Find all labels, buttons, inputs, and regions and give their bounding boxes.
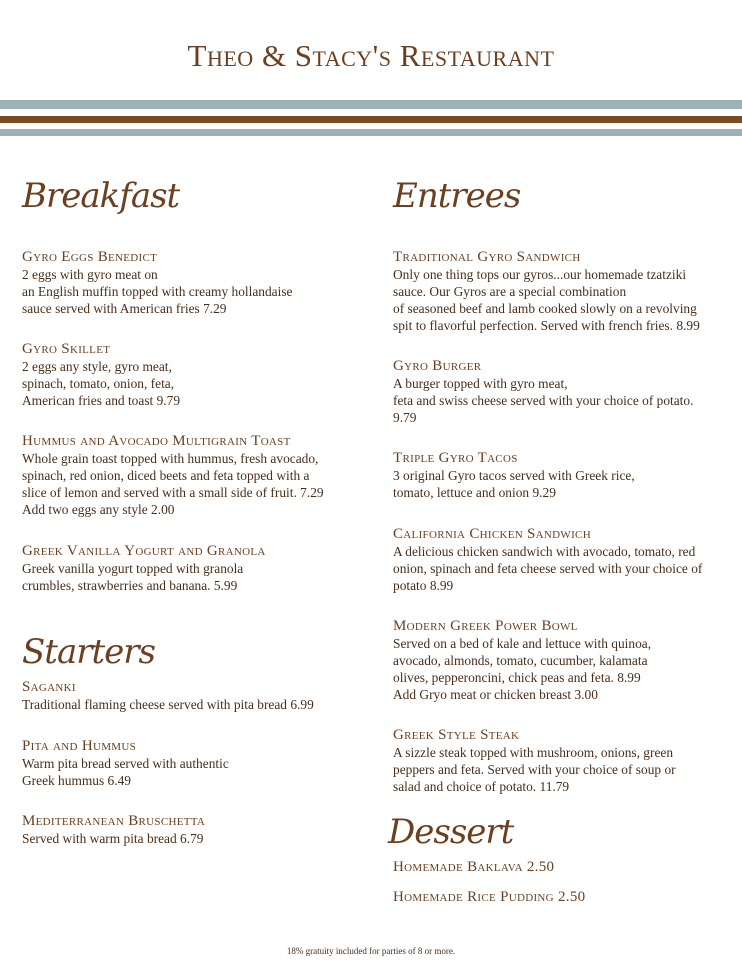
dessert-item: Homemade Baklava 2.50 — [393, 859, 555, 875]
menu-item — [393, 617, 651, 703]
section-title-dessert: Dessert — [388, 812, 514, 852]
menu-item — [393, 726, 676, 795]
item-name: Greek Vanilla Yogurt and Granola — [22, 543, 266, 559]
menu-item — [22, 432, 324, 518]
item-name: Triple Gyro Tacos — [393, 450, 518, 466]
menu-item — [22, 812, 205, 847]
item-description: Only one thing tops our gyros...our homemade tzatziki sauce. Our Gyros are a special combination of seasoned beef and lamb cooked slowly on a revolving spit to flavorful perfection. Served with french fries. 8.99 — [393, 267, 700, 333]
restaurant-title: Theo & Stacy's Restaurant — [187, 38, 555, 73]
menu-item — [393, 525, 702, 594]
section-title-breakfast: Breakfast — [22, 176, 180, 216]
menu-item — [22, 542, 266, 594]
menu-item — [393, 449, 635, 501]
menu-item — [22, 678, 314, 713]
item-name: Greek Style Steak — [393, 727, 520, 743]
item-description: Served on a bed of kale and lettuce with quinoa, avocado, almonds, tomato, cucumber, kalamata olives, pepperoncini, chick peas and feta. 8.99 Add Gryo meat or chicken breast 3.00 — [393, 636, 652, 702]
item-description: 3 original Gyro tacos served with Greek rice, tomato, lettuce and onion 9.29 — [393, 468, 635, 500]
item-description: 2 eggs with gyro meat on an English muffin topped with creamy hollandaise sauce served with American fries 7.29 — [22, 267, 293, 316]
item-name: California Chicken Sandwich — [393, 526, 591, 542]
menu-item — [22, 737, 229, 789]
item-name: Mediterranean Bruschetta — [22, 813, 206, 829]
decorative-stripe-middle — [0, 116, 742, 123]
menu-item — [22, 248, 292, 317]
section-title-starters: Starters — [22, 632, 155, 672]
item-name: Traditional Gyro Sandwich — [393, 249, 581, 265]
item-description: A sizzle steak topped with mushroom, onions, green peppers and feta. Served with your choice of soup or salad and choice of potato. 11.79 — [393, 745, 676, 794]
menu-item — [393, 248, 700, 334]
item-name: Saganki — [22, 679, 76, 695]
menu-item — [393, 357, 693, 426]
decorative-stripe-top — [0, 100, 742, 109]
item-description: A burger topped with gyro meat, feta and swiss cheese served with your choice of potato. 9.79 — [393, 376, 694, 425]
decorative-stripe-bottom — [0, 129, 742, 136]
item-name: Hummus and Avocado Multigrain Toast — [22, 433, 291, 449]
section-title-entrees: Entrees — [393, 176, 521, 216]
item-name: Gyro Eggs Benedict — [22, 249, 158, 265]
item-name: Modern Greek Power Bowl — [393, 618, 578, 634]
menu-item — [22, 340, 180, 409]
item-name: Pita and Hummus — [22, 738, 137, 754]
item-description: A delicious chicken sandwich with avocado, tomato, red onion, spinach and feta cheese served with your choice of potato 8.99 — [393, 544, 703, 593]
item-description: Warm pita bread served with authentic Greek hummus 6.49 — [22, 756, 229, 788]
item-description: 2 eggs any style, gyro meat, spinach, tomato, onion, feta, American fries and toast 9.79 — [22, 359, 181, 408]
item-description: Whole grain toast topped with hummus, fresh avocado, spinach, red onion, diced beets and feta topped with a slice of lemon and served with a small side of fruit. 7.29 Add two eggs any style 2.00 — [22, 451, 324, 517]
item-description: Greek vanilla yogurt topped with granola crumbles, strawberries and banana. 5.99 — [22, 561, 244, 593]
item-description: Traditional flaming cheese served with pita bread 6.99 — [22, 697, 314, 712]
item-description: Served with warm pita bread 6.79 — [22, 831, 204, 846]
item-name: Gyro Burger — [393, 358, 482, 374]
item-name: Gyro Skillet — [22, 341, 111, 357]
gratuity-note: 18% gratuity included for parties of 8 or more. — [286, 946, 456, 956]
dessert-item: Homemade Rice Pudding 2.50 — [393, 889, 586, 905]
